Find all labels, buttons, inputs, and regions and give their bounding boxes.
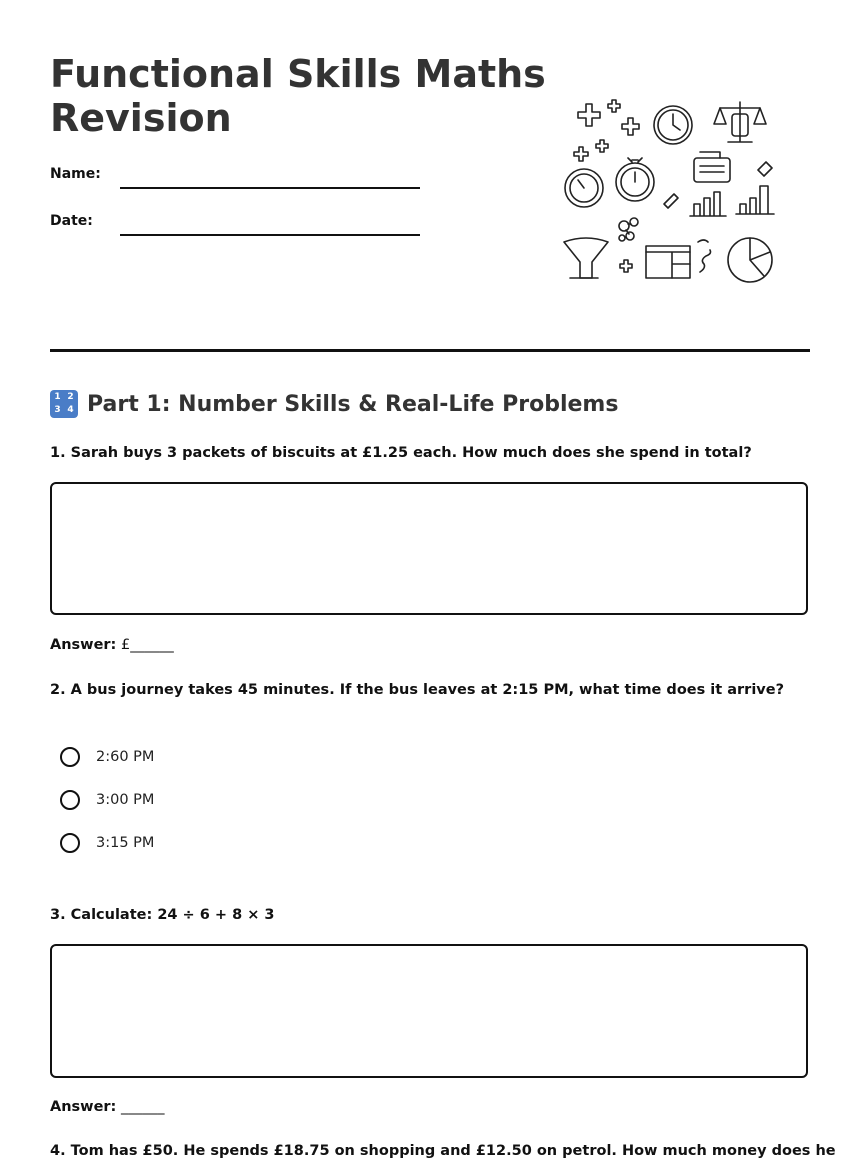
question-2-option[interactable] [60,833,154,853]
date-field-line[interactable] [120,234,420,236]
table-icon [646,246,690,278]
maths-doodle-illustration [560,96,780,288]
question-2-option[interactable] [60,790,154,810]
answer-blank[interactable]: £______ [116,637,174,653]
question-3-working-box[interactable] [50,944,808,1078]
question-1-working-box[interactable] [50,482,808,615]
answer-label: Answer: [50,637,117,653]
question-3-text: 3. Calculate: 24 ÷ 6 + 8 × 3 [50,907,275,923]
register-icon [694,152,730,182]
radio-button[interactable] [60,790,80,810]
numbers-emoji-icon: 1 2 3 4 [50,390,78,418]
squiggle-icon [700,250,711,272]
bar-chart-icon [690,186,774,216]
answer-label: Answer: [50,1099,117,1115]
stopwatch-icon [616,158,654,201]
plus-icon [574,100,639,272]
pencil-icon [758,162,772,176]
question-2-option[interactable] [60,747,154,767]
radio-button[interactable] [60,747,80,767]
squiggle-icon [698,240,708,242]
radio-button[interactable] [60,833,80,853]
section-heading-text: Part 1: Number Skills & Real-Life Problems [87,391,619,417]
question-3-answer [50,1099,164,1115]
section-heading-part-1 [50,388,618,420]
clock-icon [654,106,692,144]
name-field-line[interactable] [120,187,420,189]
date-label: Date: [50,213,93,229]
name-label: Name: [50,166,101,182]
option-label: 2:60 PM [96,749,155,765]
question-1-answer [50,637,174,653]
pie-chart-icon [728,238,772,282]
question-1-text: 1. Sarah buys 3 packets of biscuits at £1.25 each. How much does she spend in total? [50,445,752,461]
page-title: Functional Skills Maths Revision [50,52,546,140]
header-divider [50,349,810,352]
question-4-text: 4. Tom has £50. He spends £18.75 on shopping and £12.50 on petrol. How much money does he [50,1143,836,1159]
molecule-icon [619,218,638,241]
scales-icon [714,102,766,142]
question-2-text: 2. A bus journey takes 45 minutes. If the bus leaves at 2:15 PM, what time does it arrive? [50,682,784,698]
option-label: 3:00 PM [96,792,155,808]
answer-blank[interactable]: ______ [116,1099,165,1115]
pencil-icon [664,194,678,208]
funnel-icon [564,238,608,278]
gauge-icon [565,169,603,207]
option-label: 3:15 PM [96,835,155,851]
